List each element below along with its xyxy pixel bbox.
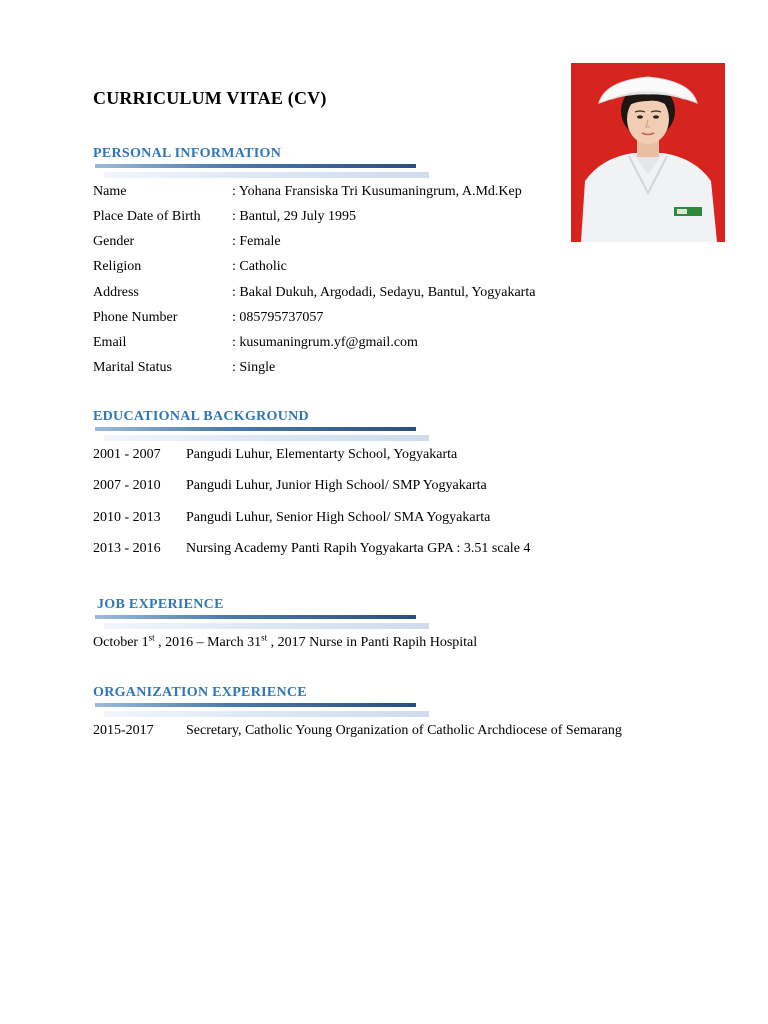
info-value: : Yohana Fransiska Tri Kusumaningrum, A.Md.Kep [232,184,522,199]
info-label: Religion [93,259,142,274]
job-entry [93,634,477,651]
section-rule-shadow [104,435,429,441]
education-years: 2013 - 2016 [93,541,161,556]
section-rule-shadow [104,711,429,717]
info-value: : Bakal Dukuh, Argodadi, Sedayu, Bantul, Yogyakarta [232,285,536,300]
section-rule [95,427,416,431]
section-rule [95,703,416,707]
job-start-month: October 1 [93,635,149,650]
info-label: Name [93,184,127,199]
section-heading-personal: PERSONAL INFORMATION [93,146,282,161]
info-label: Gender [93,234,135,249]
section-heading-organization: ORGANIZATION EXPERIENCE [93,685,307,700]
info-value: : 085795737057 [232,310,324,325]
section-heading-education: EDUCATIONAL BACKGROUND [93,409,309,424]
info-value: : Single [232,360,276,375]
section-rule [95,615,416,619]
info-value: : Bantul, 29 July 1995 [232,209,357,224]
ordinal-suffix: st [261,632,268,643]
info-value: : Female [232,234,281,249]
section-heading-job: JOB EXPERIENCE [97,597,224,612]
organization-years: 2015-2017 [93,723,154,738]
education-desc: Pangudi Luhur, Junior High School/ SMP Yogyakarta [186,478,487,493]
education-years: 2007 - 2010 [93,478,161,493]
organization-desc: Secretary, Catholic Young Organization of Catholic Archdiocese of Semarang [186,723,622,738]
job-date-range: , 2016 – March 31 [154,635,262,650]
education-desc: Nursing Academy Panti Rapih Yogyakarta GPA : 3.51 scale 4 [186,541,531,556]
info-label: Marital Status [93,360,172,375]
section-rule-shadow [104,172,429,178]
section-rule-shadow [104,623,429,629]
portrait-photo [571,63,725,242]
document-title: CURRICULUM VITAE (CV) [93,88,327,108]
section-rule [95,164,416,168]
education-years: 2001 - 2007 [93,447,161,462]
education-desc: Pangudi Luhur, Elementarty School, Yogyakarta [186,447,458,462]
info-label: Phone Number [93,310,178,325]
info-value: : Catholic [232,259,287,274]
info-label: Email [93,335,127,350]
education-years: 2010 - 2013 [93,510,161,525]
info-label: Place Date of Birth [93,209,201,224]
ordinal-suffix: st [148,632,155,643]
info-label: Address [93,285,139,300]
education-desc: Pangudi Luhur, Senior High School/ SMA Yogyakarta [186,510,491,525]
job-position: , 2017 Nurse in Panti Rapih Hospital [267,635,478,650]
info-value: : kusumaningrum.yf@gmail.com [232,335,418,350]
